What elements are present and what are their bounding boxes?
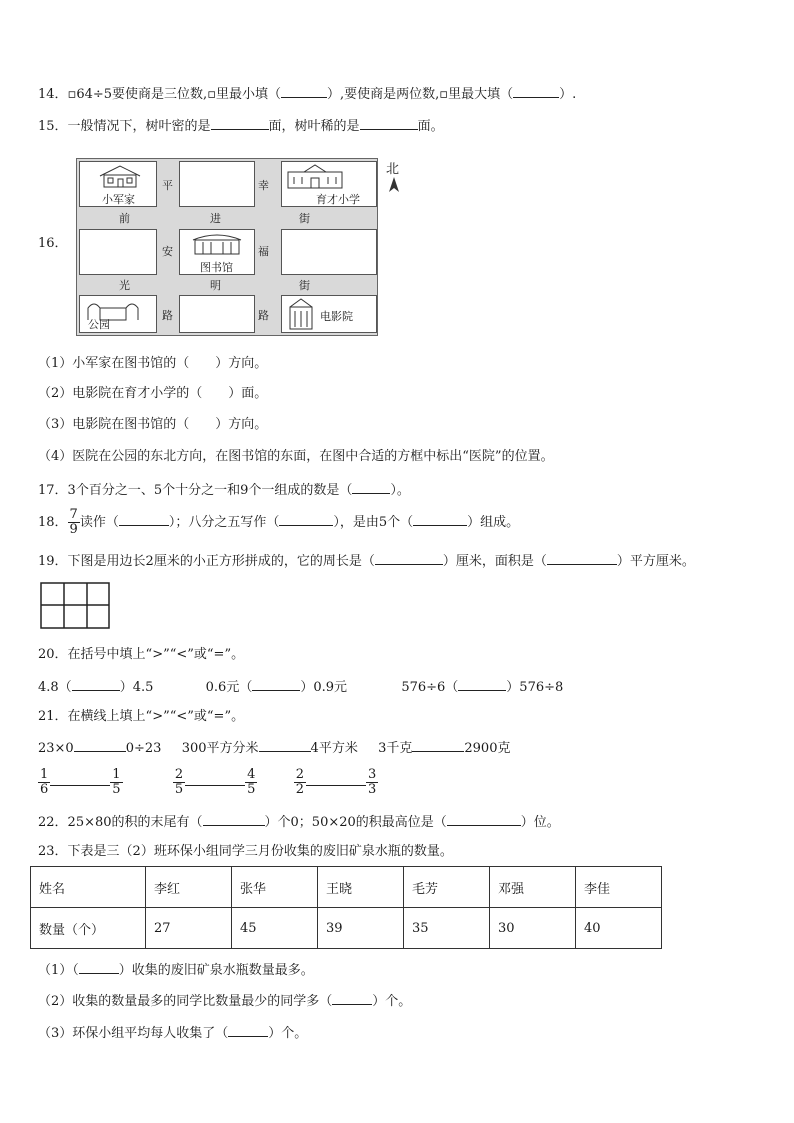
table-cell: 27 [146,908,232,949]
question-17: 17．3个百分之一、5个十分之一和9个一组成的数是（ ）。 [38,480,410,500]
answer-blank[interactable] [547,551,617,565]
answer-blank[interactable] [79,960,119,974]
question-19: 19．下图是用边长2厘米的小正方形拼成的，它的周长是（ ）厘米，面积是（ ）平方厘米。 [38,551,695,571]
block-empty-middle-left[interactable] [79,229,157,275]
block-empty-bottom-middle[interactable] [179,295,255,333]
question-16-number: 16． [38,236,68,251]
fraction-7-9: $\frac{7}{9}$ [69,507,78,537]
fraction: $\frac{2}{5}$ [174,767,184,797]
answer-blank[interactable] [375,551,443,565]
table-cell: 张华 [232,867,318,908]
block-empty-top-middle[interactable] [179,161,255,207]
road-char: 福 [258,245,269,258]
table-header-row [31,867,662,908]
block-park[interactable] [79,295,157,333]
road-char: 街 [299,212,310,225]
question-14: 14．▫64÷5要使商是三位数,▫里最小填（ ）,要使商是两位数,▫里最大填（ ）. [38,84,576,104]
block-empty-middle-right[interactable] [281,229,377,275]
answer-blank[interactable] [306,772,366,786]
question-20-items: 4.8（ ）4.5 0.6元（ ）0.9元 576÷6（ ）576÷8 [38,677,563,697]
table-cell: 姓名 [31,867,146,908]
table-cell: 李佳 [576,867,662,908]
table-cell: 邓强 [490,867,576,908]
q23-sub-1: （1）（ ）收集的废旧矿泉水瓶数量最多。 [38,960,314,980]
city-map [76,158,378,336]
school-icon [286,164,344,190]
block-yucai-school[interactable] [281,161,377,207]
answer-blank[interactable] [211,116,269,130]
question-21-row2 [38,766,378,800]
block-xiaojun-home[interactable] [79,161,157,207]
block-library[interactable] [179,229,255,275]
cinema-icon [286,297,316,331]
q16-sub-3: （3）电影院在图书馆的（ ）方向。 [38,417,268,432]
q23-sub-2: （2）收集的数量最多的同学比数量最少的同学多（ ）个。 [38,991,411,1011]
bottle-table [30,866,662,949]
fraction: $\frac{1}{6}$ [40,767,49,797]
question-20-title: 20．在括号中填上“>”“<”或“=”。 [38,647,245,662]
table-cell: 30 [490,908,576,949]
answer-blank[interactable] [119,512,169,526]
label-xiaojun-home: 小军家 [102,193,135,206]
answer-blank[interactable] [252,677,300,691]
road-char: 街 [299,279,310,292]
answer-blank[interactable] [352,480,390,494]
answer-blank[interactable] [279,512,333,526]
question-23-title: 23．下表是三（2）班环保小组同学三月份收集的废旧矿泉水瓶的数量。 [38,844,453,859]
answer-blank[interactable] [413,512,467,526]
road-char: 路 [162,309,173,322]
north-arrow-icon [387,176,401,194]
block-cinema[interactable] [281,295,377,333]
q16-sub-4: （4）医院在公园的东北方向，在图书馆的东面，在图中合适的方框中标出“医院”的位置。 [38,449,554,464]
square-figure [40,582,112,630]
q16-sub-2: （2）电影院在育才小学的（ ）面。 [38,386,268,401]
table-cell: 45 [232,908,318,949]
north-label: 北 [386,162,400,177]
answer-blank[interactable] [332,991,372,1005]
table-row [31,908,662,949]
q16-sub-1: （1）小军家在图书馆的（ ）方向。 [38,356,268,371]
answer-blank[interactable] [74,738,126,752]
road-char: 进 [210,212,221,225]
answer-blank[interactable] [203,812,265,826]
road-char: 前 [119,212,130,225]
answer-blank[interactable] [72,677,120,691]
answer-blank[interactable] [185,772,245,786]
road-char: 路 [258,309,269,322]
table-cell: 35 [404,908,490,949]
question-21-row1: 23×0 0÷23 300平方分米 4平方米 3千克 2900克 [38,738,510,758]
table-cell: 39 [318,908,404,949]
answer-blank[interactable] [412,738,464,752]
library-icon [191,232,243,256]
house-icon [98,164,142,188]
answer-blank[interactable] [281,84,327,98]
question-18: 18． $\frac{7}{9}$ 读作（ ）；八分之五写作（ ），是由5个（ ）组成。 [38,507,520,537]
label-library: 图书馆 [200,261,233,274]
fraction: $\frac{2}{2}$ [295,767,304,797]
road-char: 平 [162,179,173,192]
road-char: 明 [210,279,221,292]
answer-blank[interactable] [447,812,521,826]
label-yucai-school: 育才小学 [316,193,360,206]
answer-blank[interactable] [360,116,418,130]
table-cell: 李红 [146,867,232,908]
fraction: $\frac{3}{3}$ [367,767,377,797]
road-char: 幸 [258,179,269,192]
answer-blank[interactable] [259,738,311,752]
road-char: 安 [162,245,173,258]
fraction: $\frac{4}{5}$ [247,767,256,797]
answer-blank[interactable] [50,772,110,786]
fraction: $\frac{1}{5}$ [112,767,121,797]
road-char: 光 [119,279,130,292]
table-cell: 40 [576,908,662,949]
answer-blank[interactable] [228,1023,268,1037]
label-cinema: 电影院 [320,310,353,323]
table-cell: 数量（个） [31,908,146,949]
answer-blank[interactable] [458,677,506,691]
question-15: 15．一般情况下，树叶密的是 面，树叶稀的是 面。 [38,116,444,136]
table-cell: 毛芳 [404,867,490,908]
table-cell: 王晓 [318,867,404,908]
label-park: 公园 [88,318,110,331]
question-22: 22．25×80的积的末尾有（ ）个0；50×20的积最高位是（ ）位。 [38,812,560,832]
answer-blank[interactable] [513,84,559,98]
q23-sub-3: （3）环保小组平均每人收集了（ ）个。 [38,1023,307,1043]
question-21-title: 21．在横线上填上“>”“<”或“=”。 [38,709,245,724]
